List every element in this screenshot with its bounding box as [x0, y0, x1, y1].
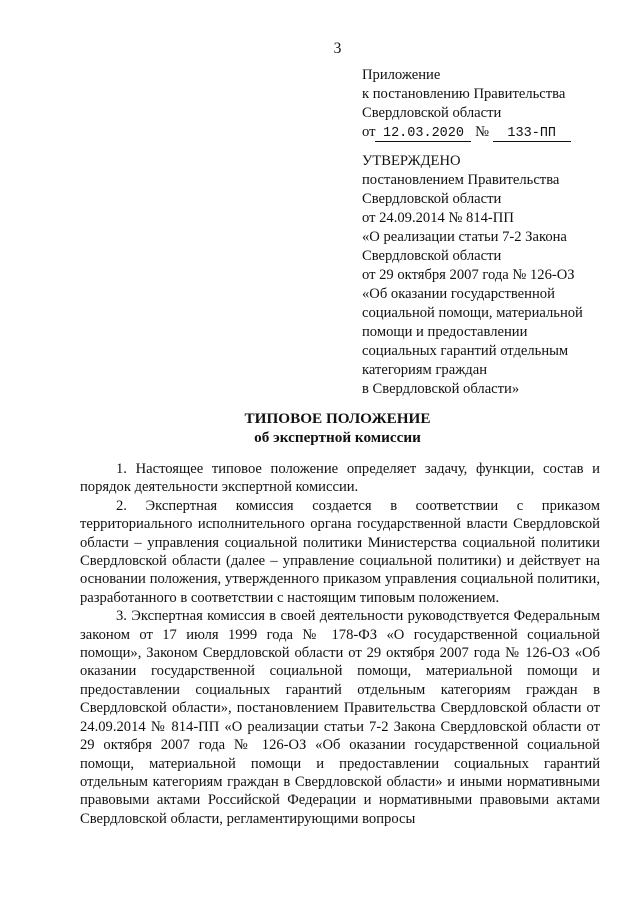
page-number: 3: [333, 40, 342, 57]
approved-line: Свердловской области: [362, 191, 502, 207]
appendix-line: Приложение: [362, 67, 441, 83]
number-field: 133-ПП: [493, 126, 571, 142]
approved-line: от 24.09.2014 № 814-ПП: [362, 210, 514, 226]
approved-line: Свердловской области: [362, 248, 502, 264]
approved-line: «О реализации статьи 7-2 Закона: [362, 229, 567, 245]
date-field: 12.03.2020: [375, 126, 471, 142]
appendix-line: Свердловской области: [362, 105, 502, 121]
approved-line: в Свердловской области»: [362, 381, 520, 397]
approved-line: УТВЕРЖДЕНО: [362, 153, 461, 169]
title-line-1: ТИПОВОЕ ПОЛОЖЕНИЕ: [244, 410, 431, 427]
approved-line: социальной помощи, материальной: [362, 305, 583, 321]
approved-block: [362, 152, 583, 399]
approved-line: социальных гарантий отдельным: [362, 343, 569, 359]
approved-line: «Об оказании государственной: [362, 286, 555, 302]
date-prefix: от: [362, 124, 376, 140]
document-body: [80, 460, 600, 828]
paragraph-3: 3. Экспертная комиссия в своей деятельности руководствуется Федеральным законом от 17 июля 1999 года № 178-ФЗ «О государственной социальной помощи», Законом Свердловской области от 29 октября 2007 года № 126-ОЗ «Об оказании государственной социальной помощи, материальной помощи и предоставлении социальных гарантий отдельным категориям граждан в Свердловской области», постановлением Правительства Свердловской области от 24.09.2014 № 814-ПП «О реализации статьи 7-2 Закона Свердловской области от 29 октября 2007 года № 126-ОЗ «Об оказании государственной социальной помощи, материальной помощи и предоставлении социальных гарантий отдельным категориям граждан в Свердловской области» и иными нормативными правовыми актами Российской Федерации и нормативными правовыми актами Свердловской области, регламентирующими вопросы: [80, 608, 600, 827]
appendix-line: к постановлению Правительства: [362, 86, 566, 102]
appendix-block: [362, 66, 571, 142]
paragraph-1: 1. Настоящее типовое положение определяет задачу, функции, состав и порядок деятельности экспертной комиссии.: [80, 461, 600, 496]
approved-line: постановлением Правительства: [362, 172, 560, 188]
number-prefix: №: [475, 124, 490, 140]
approved-line: от 29 октября 2007 года № 126-ОЗ: [362, 267, 575, 283]
approved-line: помощи и предоставлении: [362, 324, 528, 340]
paragraph-2: 2. Экспертная комиссия создается в соответствии с приказом территориального исполнительного органа государственной власти Свердловской области – управления социальной политики Министерства социальной политики Свердловской области (далее – управление социальной политики) и действует на основании положения, утвержденного приказом управления социальной политики, разработанного в соответствии с настоящим типовым положением.: [80, 497, 600, 606]
approved-line: категориям граждан: [362, 362, 488, 378]
document-title: [0, 409, 640, 447]
appendix-date-line: [362, 123, 571, 142]
title-line-2: об экспертной комиссии: [254, 429, 421, 446]
